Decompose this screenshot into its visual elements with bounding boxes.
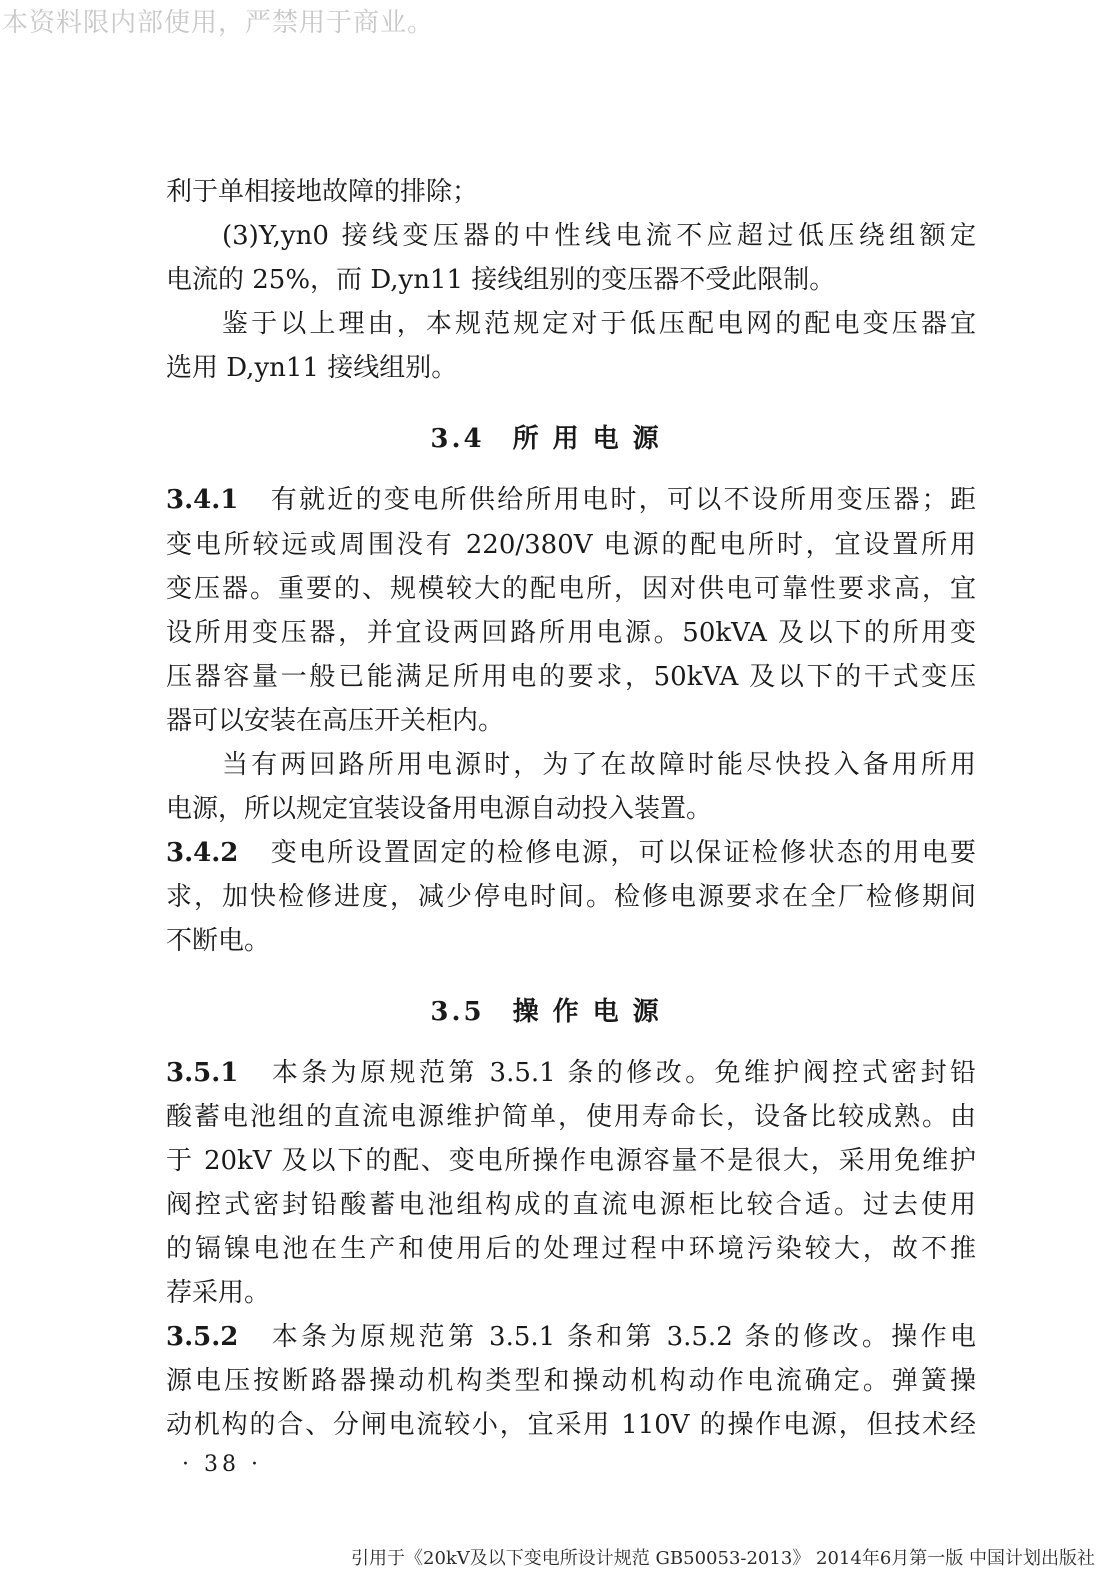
page-number: · 38 · [182,1452,262,1477]
text-line: 变电所较远或周围没有 220/380V 电源的配电所时，宜设置所用 [166,530,976,560]
clause-text: 本条为原规范第 3.5.1 条和第 3.5.2 条的修改。操作电 [268,1322,976,1352]
text-line: 压器容量一般已能满足所用电的要求，50kVA 及以下的干式变压 [166,662,976,692]
text-line: 源电压按断路器操动机构类型和操动机构动作电流确定。弹簧操 [166,1366,976,1396]
text-line: 阀控式密封铅酸蓄电池组构成的直流电源柜比较合适。过去使用 [166,1190,976,1220]
text-line: 器可以安装在高压开关柜内。 [166,706,505,736]
text-line: 求，加快检修进度，减少停电时间。检修电源要求在全厂检修期间 [166,882,976,912]
section-heading-3-4 [0,418,1103,455]
text-line: (3)Y,yn0 接线变压器的中性线电流不应超过低压绕组额定 [222,221,976,251]
text-line: 电源，所以规定宜装设备用电源自动投入装置。 [166,794,713,824]
section-heading-3-5 [0,991,1103,1028]
text-line: 鉴于以上理由，本规范规定对于低压配电网的配电变压器宜 [222,309,976,339]
clause-3-4-2-line [166,835,976,871]
clause-text: 有就近的变电所供给所用电时，可以不设所用变压器；距 [268,485,976,515]
section-title: 操作电源 [512,997,673,1027]
text-line: 当有两回路所用电源时，为了在故障时能尽快投入备用所用 [222,750,976,780]
section-number: 3.4 [430,424,485,454]
text-line: 选用 D,yn11 接线组别。 [166,353,458,383]
citation-footer: 引用于《20kV及以下变电所设计规范 GB50053-2013》 2014年6月第一版 中国计划出版社 [351,1548,1095,1569]
clause-text: 变电所设置固定的检修电源，可以保证检修状态的用电要 [268,838,976,868]
section-number: 3.5 [430,997,485,1027]
watermark: 本资料限内部使用，严禁用于商业。 [2,8,435,38]
text-line: 荐采用。 [166,1278,271,1308]
text-line: 利于单相接地故障的排除； [166,177,479,207]
clause-3-4-1-line [166,482,976,518]
text-line: 设所用变压器，并宜设两回路所用电源。50kVA 及以下的所用变 [166,618,976,648]
text-line: 酸蓄电池组的直流电源维护简单，使用寿命长，设备比较成熟。由 [166,1102,976,1132]
text-line: 于 20kV 及以下的配、变电所操作电源容量不是很大，采用免维护 [166,1146,976,1176]
clause-number: 3.4.2 [166,838,239,868]
clause-number: 3.5.2 [166,1322,239,1352]
text-line: 不断电。 [166,926,271,956]
section-title: 所用电源 [512,424,673,454]
clause-3-5-2-line [166,1319,976,1355]
text-line: 电流的 25%，而 D,yn11 接线组别的变压器不受此限制。 [166,265,836,295]
clause-3-5-1-line [166,1055,976,1091]
text-line: 的镉镍电池在生产和使用后的处理过程中环境污染较大，故不推 [166,1234,976,1264]
clause-number: 3.5.1 [166,1058,239,1088]
text-line: 动机构的合、分闸电流较小，宜采用 110V 的操作电源，但技术经 [166,1410,976,1440]
text-line: 变压器。重要的、规模较大的配电所，因对供电可靠性要求高，宜 [166,574,976,604]
clause-text: 本条为原规范第 3.5.1 条的修改。免维护阀控式密封铅 [268,1058,976,1088]
clause-number: 3.4.1 [166,485,239,515]
